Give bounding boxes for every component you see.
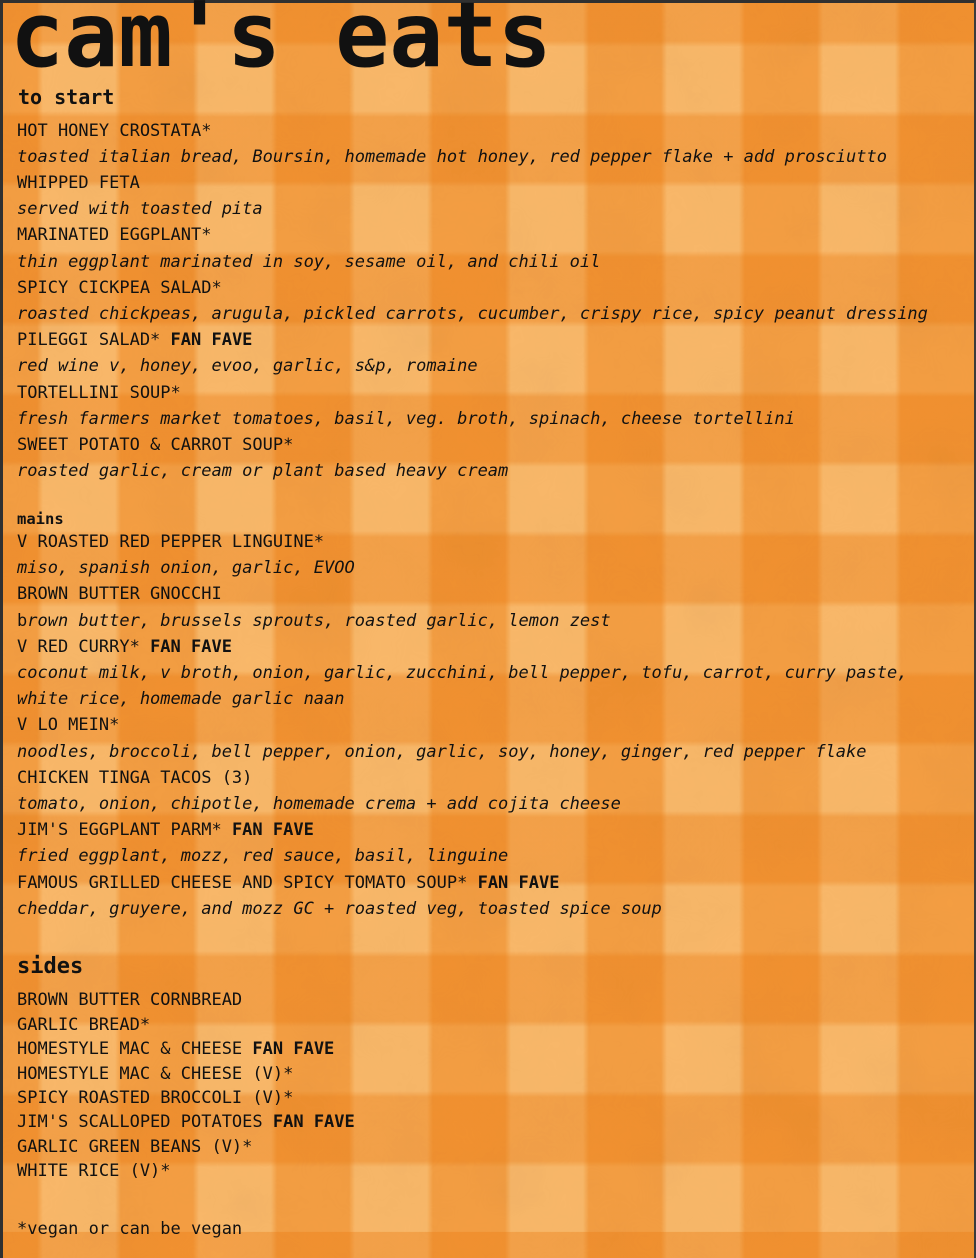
item-name-text: FAMOUS GRILLED CHEESE AND SPICY TOMATO SOUP*: [17, 872, 468, 893]
item-name-text: CHICKEN TINGA TACOS (3): [17, 767, 253, 788]
menu-item: [17, 380, 964, 432]
item-name: [17, 432, 964, 458]
section-label-mains: mains: [17, 510, 64, 529]
fan-fave-badge: FAN FAVE: [170, 330, 253, 351]
menu-item: [17, 327, 964, 379]
menu-item: [17, 1037, 964, 1061]
item-name: [17, 1135, 964, 1159]
item-name: [17, 1159, 964, 1183]
item-description: roasted garlic, cream or plant based heavy cream: [17, 461, 509, 482]
item-name: [17, 380, 964, 406]
item-name-text: MARINATED EGGPLANT*: [17, 225, 212, 246]
section-mains: [17, 510, 964, 922]
section-sides: [17, 954, 964, 1184]
menu-item: [17, 1062, 964, 1086]
section-label-to-start: to start: [18, 84, 115, 109]
item-description: tomato, onion, chipotle, homemade crema + add cojita cheese: [17, 793, 621, 814]
menu-content: [3, 0, 974, 1240]
item-description: cheddar, gruyere, and mozz GC + roasted veg, toasted spice soup: [17, 898, 662, 919]
item-name-text: WHIPPED FETA: [17, 172, 140, 193]
item-name: [17, 327, 964, 353]
fan-fave-badge: FAN FAVE: [231, 820, 314, 841]
item-name: [17, 817, 964, 843]
item-description: brown butter, brussels sprouts, roasted garlic, lemon zest: [17, 610, 611, 631]
menu-item: [17, 712, 964, 764]
menu-item: [17, 1086, 964, 1110]
menu-item: [17, 222, 964, 274]
menu-item: [17, 581, 964, 633]
menu-sections: [17, 85, 964, 1184]
fan-fave-badge: FAN FAVE: [150, 636, 232, 657]
menu-item: [17, 634, 964, 713]
item-name-text: HOMESTYLE MAC & CHEESE: [17, 1039, 243, 1060]
item-name-text: SPICY ROASTED BROCCOLI (V)*: [17, 1088, 294, 1108]
menu-item: [17, 1159, 964, 1183]
item-name: [17, 118, 964, 144]
fan-fave-badge: FAN FAVE: [252, 1039, 335, 1060]
item-name-text: WHITE RICE (V)*: [17, 1161, 171, 1182]
item-name-text: V RED CURRY*: [17, 636, 140, 657]
item-name: [17, 275, 964, 301]
item-name: [17, 1013, 964, 1037]
item-name-text: TORTELLINI SOUP*: [17, 382, 181, 403]
upright-first-letter: b: [17, 610, 28, 631]
item-name-text: V LO MEIN*: [17, 715, 120, 736]
item-name-text: JIM'S EGGPLANT PARM*: [17, 820, 222, 841]
item-description: thin eggplant marinated in soy, sesame oil, and chili oil: [17, 251, 601, 272]
section-to-start: [17, 85, 964, 485]
menu-item: [17, 170, 964, 222]
menu-item: [17, 1135, 964, 1159]
item-description: roasted chickpeas, arugula, pickled carrots, cucumber, crispy rice, spicy peanut dressing: [17, 303, 928, 324]
item-name-text: HOT HONEY CROSTATA*: [17, 120, 212, 141]
menu-item: [17, 817, 964, 869]
menu-item: [17, 765, 964, 817]
item-name-text: V ROASTED RED PEPPER LINGUINE*: [17, 531, 325, 552]
menu-item: [17, 275, 964, 327]
menu-item: [17, 118, 964, 170]
item-name-text: PILEGGI SALAD*: [17, 330, 161, 351]
item-name: [17, 529, 964, 555]
item-name: [17, 1062, 964, 1086]
item-name-text: HOMESTYLE MAC & CHEESE (V)*: [17, 1063, 294, 1084]
section-label-sides: sides: [17, 953, 84, 979]
menu-item: [17, 1013, 964, 1037]
item-name: [17, 170, 964, 196]
item-name: [17, 581, 964, 607]
item-name-text: BROWN BUTTER CORNBREAD: [17, 990, 243, 1011]
item-name-text: BROWN BUTTER GNOCCHI: [17, 584, 222, 605]
vegan-footnote: *vegan or can be vegan: [17, 1218, 243, 1239]
item-name-text: SPICY CICKPEA SALAD*: [17, 277, 222, 298]
item-description: fried eggplant, mozz, red sauce, basil, linguine: [17, 846, 509, 867]
item-name: [17, 1110, 964, 1134]
item-description: red wine v, honey, evoo, garlic, s&p, romaine: [17, 356, 478, 377]
fan-fave-badge: FAN FAVE: [272, 1112, 355, 1133]
item-name-text: GARLIC BREAD*: [17, 1014, 151, 1035]
item-name: [17, 1086, 964, 1110]
item-name: [17, 765, 964, 791]
item-name: [17, 1037, 964, 1061]
item-description: noodles, broccoli, bell pepper, onion, garlic, soy, honey, ginger, red pepper flake: [17, 741, 867, 762]
item-name: [17, 870, 964, 896]
menu-item: [17, 988, 964, 1012]
item-name: [17, 222, 964, 248]
menu-item: [17, 432, 964, 484]
menu-title: cam's eats: [10, 0, 552, 88]
item-name: [17, 712, 964, 738]
item-description: miso, spanish onion, garlic, EVOO: [17, 558, 355, 579]
fan-fave-badge: FAN FAVE: [477, 872, 560, 893]
item-name-text: GARLIC GREEN BEANS (V)*: [17, 1136, 253, 1157]
item-name: [17, 634, 964, 660]
item-name-text: SWEET POTATO & CARROT SOUP*: [17, 434, 294, 455]
item-description: served with toasted pita: [17, 199, 263, 220]
item-description: fresh farmers market tomatoes, basil, veg. broth, spinach, cheese tortellini: [17, 408, 795, 429]
item-name-text: JIM'S SCALLOPED POTATOES: [17, 1112, 263, 1133]
menu-item: [17, 870, 964, 922]
item-name: [17, 988, 964, 1012]
item-description: toasted italian bread, Boursin, homemade hot honey, red pepper flake + add prosciutto: [17, 146, 887, 167]
menu-item: [17, 529, 964, 581]
menu-item: [17, 1110, 964, 1134]
item-description: coconut milk, v broth, onion, garlic, zucchini, bell pepper, tofu, carrot, curry paste, white rice, homemade garlic naan: [17, 662, 908, 710]
